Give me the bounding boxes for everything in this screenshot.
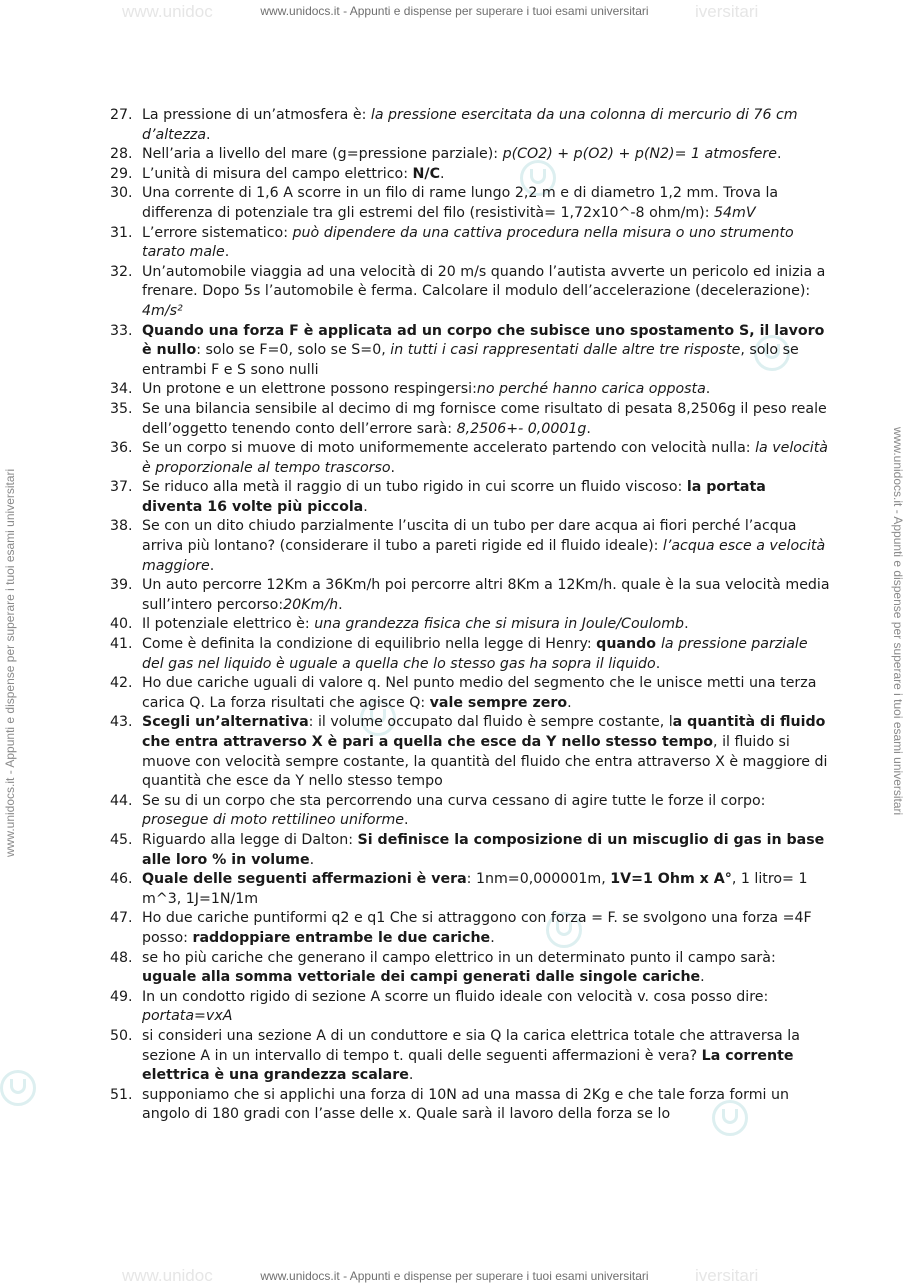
question-item	[110, 400, 830, 439]
answer-italic: la pressione esercitata da una colonna di mercurio di 76 cm d’altezza	[142, 107, 798, 143]
answer-bold: la portata diventa 16 volte più piccola	[142, 479, 766, 515]
question-item	[110, 224, 830, 263]
answer-italic: può dipendere da una cattiva procedura nella misura o uno strumento tarato male	[142, 224, 794, 261]
watermark-ghost-left: www.unidoc	[122, 2, 213, 21]
question-item	[110, 949, 830, 988]
question-text: In un condotto rigido di sezione A scorre un fluido ideale con velocità v. cosa posso dire:	[142, 988, 769, 1005]
question-number: 29.	[110, 165, 133, 182]
question-text: .	[363, 498, 368, 515]
question-text: se ho più cariche che generano il campo elettrico in un determinato punto il campo sarà:	[142, 949, 776, 966]
answer-italic: la velocità è proporzionale al tempo trascorso	[142, 440, 828, 476]
answer-italic: la pressione parziale del gas nel liquido è uguale a quella che lo stesso gas ha sopra il liquido	[142, 636, 808, 672]
question-text: .	[309, 851, 315, 868]
question-number: 35.	[110, 400, 133, 417]
answer-bold: a quantità di fluido che entra attraverso X è pari a quella che esce da Y nello stesso tempo	[142, 714, 826, 750]
question-number: 49.	[110, 988, 133, 1005]
answer-bold: Quando una forza F è applicata ad un corpo che subisce uno spostamento S, il lavoro è nullo	[142, 322, 825, 359]
question-text: .	[655, 655, 661, 672]
question-text: Una corrente di 1,6 A scorre in un filo di rame lungo 2,2 m e di diametro 1,2 mm. Trova la differenza di potenziale tra gli estremi del filo (resistività= 1,72x10^-8 ohm/m):	[142, 185, 779, 221]
question-text: , 1 litro= 1 m^3, 1J=1N/1m	[142, 871, 808, 907]
question-number: 41.	[110, 636, 133, 653]
question-text: Un’automobile viaggia ad una velocità di 20 m/s quando l’autista avverte un pericolo ed inizia a frenare. Dopo 5s l’automobile è ferma. Calcolare il modulo dell’accelerazione (decelerazione):	[142, 263, 826, 300]
question-number: 42.	[110, 675, 133, 692]
question-item	[110, 988, 830, 1027]
question-number: 31.	[110, 224, 133, 241]
answer-italic: no perché hanno carica opposta	[476, 381, 706, 398]
question-text: Come è definita la condizione di equilibrio nella legge di Henry:	[142, 636, 597, 653]
question-list-container	[110, 106, 830, 1125]
question-list	[110, 106, 830, 1125]
question-text: .	[408, 1067, 414, 1084]
answer-italic: prosegue di moto rettilineo uniforme	[142, 812, 404, 829]
question-item	[110, 674, 830, 713]
question-text: .	[224, 244, 230, 261]
answer-bold: quando	[596, 636, 661, 653]
question-text: .	[586, 420, 591, 437]
question-item	[110, 184, 830, 223]
question-text: Se riduco alla metà il raggio di un tubo rigido in cui scorre un fluido viscoso:	[142, 479, 687, 496]
question-item	[110, 1027, 830, 1086]
question-text: L’unità di misura del campo elettrico:	[142, 165, 413, 182]
question-number: 40.	[110, 616, 133, 633]
question-number: 50.	[110, 1027, 133, 1044]
question-text: supponiamo che si applichi una forza di 10N ad una massa di 2Kg e che tale forza formi un angolo di 180 gradi con l’asse delle x. Quale sarà il lavoro della forza se lo	[142, 1086, 789, 1123]
answer-bold: N/C	[412, 165, 440, 182]
question-text: Se con un dito chiudo parzialmente l’uscita di un tubo per dare acqua ai fiori perché l’acqua arriva più lontano? (considerare il tubo a pareti rigide ed il fluido ideale):	[142, 518, 797, 555]
answer-bold: Si definisce la composizione di un miscuglio di gas in base alle loro % in volume	[142, 831, 825, 868]
question-text: : il volume occupato dal fluido è sempre costante, l	[308, 714, 673, 731]
question-text: , il fluido si muove con velocità sempre costante, la quantità del fluido che entra attraverso X è maggiore di quantità che esce da Y nello stesso tempo	[142, 734, 828, 790]
question-number: 30.	[110, 185, 133, 202]
unidocs-logo-icon	[0, 1070, 36, 1106]
question-item	[110, 263, 830, 322]
watermark-ghost-right: iversitari	[695, 1266, 759, 1285]
question-item	[110, 909, 830, 948]
question-number: 34.	[110, 381, 133, 398]
question-number: 44.	[110, 792, 133, 809]
answer-italic: una grandezza fisica che si misura in Joule/Coulomb	[314, 616, 685, 633]
question-text: : solo se F=0, solo se S=0,	[196, 342, 391, 359]
question-number: 27.	[110, 107, 133, 123]
answer-bold: vale sempre zero	[429, 694, 568, 711]
question-item	[110, 576, 830, 615]
question-item	[110, 713, 830, 791]
question-text: .	[700, 969, 705, 986]
question-item	[110, 165, 830, 185]
watermark-top: www.unidocs.it - Appunti e dispense per superare i tuoi esami universitari	[260, 4, 649, 18]
question-text: .	[490, 929, 495, 946]
question-item	[110, 615, 830, 635]
question-number: 39.	[110, 577, 133, 594]
question-number: 47.	[110, 910, 133, 927]
question-item	[110, 106, 830, 145]
question-item	[110, 635, 830, 674]
answer-italic: p(CO2) + p(O2) + p(N2)= 1 atmosfere	[502, 146, 777, 163]
question-text: .	[439, 165, 445, 182]
answer-bold: raddoppiare entrambe le due cariche	[192, 929, 491, 946]
question-item	[110, 831, 830, 870]
question-text: .	[567, 694, 572, 711]
answer-italic: 4m/s²	[142, 302, 183, 319]
question-number: 28.	[110, 146, 133, 163]
question-text: Il potenziale elettrico è:	[142, 616, 315, 633]
watermark-ghost-left: www.unidoc	[122, 1266, 213, 1285]
question-number: 32.	[110, 263, 133, 280]
question-text: .	[684, 616, 689, 633]
question-number: 48.	[110, 949, 133, 966]
question-text: Riguardo alla legge di Dalton:	[142, 831, 358, 848]
question-text: L’errore sistematico:	[142, 224, 293, 241]
question-number: 33.	[110, 322, 133, 339]
question-text: Se una bilancia sensibile al decimo di mg fornisce come risultato di pesata 8,2506g il peso reale dell’oggetto tenendo conto dell’errore sarà:	[142, 400, 827, 437]
question-item	[110, 792, 830, 831]
answer-italic: in tutti i casi rappresentati dalle altre tre risposte	[390, 342, 741, 359]
question-text: Un protone e un elettrone possono respingersi:	[142, 381, 477, 398]
watermark-bottom: www.unidocs.it - Appunti e dispense per superare i tuoi esami universitari	[260, 1269, 649, 1283]
question-text: .	[206, 126, 211, 143]
question-text: .	[776, 146, 782, 163]
question-text: : 1nm=0,000001m,	[466, 871, 611, 888]
question-text: Ho due cariche puntiformi q2 e q1 Che si attraggono con forza = F. se svolgono una forza =4F posso:	[142, 910, 812, 946]
question-item	[110, 380, 830, 400]
answer-bold: 1V=1 Ohm x A°	[610, 871, 732, 888]
question-text: La pressione di un’atmosfera è:	[142, 107, 371, 123]
question-text: .	[705, 381, 711, 398]
question-item	[110, 322, 830, 381]
answer-italic: 54mV	[714, 204, 756, 221]
question-text: si consideri una sezione A di un conduttore e sia Q la carica elettrica totale che attraversa la sezione A in un intervallo di tempo t. quali delle seguenti affermazioni è vera?	[142, 1027, 800, 1064]
question-item	[110, 478, 830, 517]
question-item	[110, 870, 830, 909]
question-text: .	[209, 557, 215, 574]
question-text: Un auto percorre 12Km a 36Km/h poi percorre altri 8Km a 12Km/h. quale è la sua velocità media sull’intero percorso:	[142, 577, 830, 613]
watermark-ghost-right: iversitari	[695, 2, 759, 21]
question-text: Se un corpo si muove di moto uniformemente accelerato partendo con velocità nulla:	[142, 440, 756, 457]
question-number: 36.	[110, 440, 133, 457]
question-text: .	[390, 459, 396, 476]
question-number: 45.	[110, 831, 133, 848]
answer-bold: uguale alla somma vettoriale dei campi generati dalle singole cariche	[142, 969, 701, 986]
question-number: 37.	[110, 479, 133, 496]
question-text: Nell’aria a livello del mare (g=pressione parziale):	[142, 146, 503, 163]
question-item	[110, 1086, 830, 1125]
answer-italic: 20Km/h	[283, 596, 339, 613]
watermark-side-left: www.unidocs.it - Appunti e dispense per superare i tuoi esami universitari	[3, 468, 17, 857]
answer-italic: portata=vxA	[142, 1008, 233, 1025]
question-number: 46.	[110, 871, 133, 888]
question-number: 38.	[110, 518, 133, 535]
question-text: .	[338, 596, 343, 613]
question-item	[110, 145, 830, 165]
answer-bold: La corrente elettrica è una grandezza scalare	[142, 1047, 794, 1084]
question-text: Se su di un corpo che sta percorrendo una curva cessano di agire tutte le forze il corpo:	[142, 792, 766, 809]
question-number: 51.	[110, 1086, 133, 1103]
question-text: Ho due cariche uguali di valore q. Nel punto medio del segmento che le unisce metti una terza carica Q. La forza risultati che agisce Q:	[142, 675, 817, 711]
watermark-side-right: www.unidocs.it - Appunti e dispense per superare i tuoi esami universitari	[891, 427, 905, 816]
question-text: .	[404, 812, 409, 829]
question-number: 43.	[110, 714, 133, 731]
question-item	[110, 517, 830, 576]
answer-bold: Scegli un’alternativa	[142, 714, 309, 731]
answer-bold: Quale delle seguenti affermazioni è vera	[142, 871, 467, 888]
answer-italic: l’acqua esce a velocità maggiore	[142, 538, 826, 574]
question-text: , solo se entrambi F e S sono nulli	[142, 342, 799, 378]
answer-italic: 8,2506+- 0,0001g	[456, 420, 587, 437]
question-item	[110, 439, 830, 478]
